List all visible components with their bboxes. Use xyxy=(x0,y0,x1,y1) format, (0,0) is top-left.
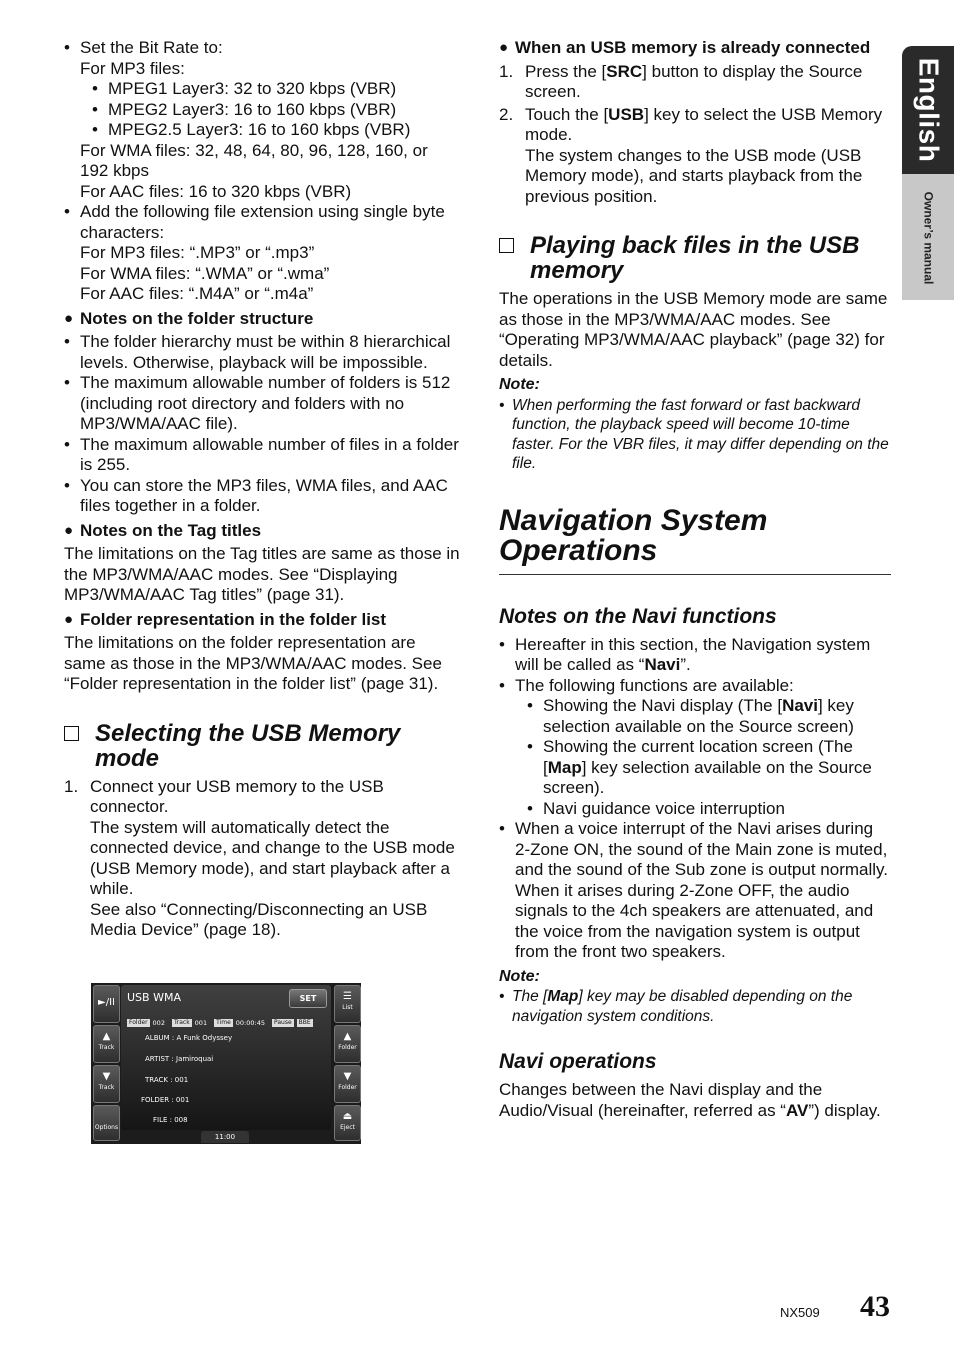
manual-label: Owner’s manual xyxy=(921,191,936,285)
set-button[interactable]: SET xyxy=(289,989,327,1008)
folder-structure-list xyxy=(64,332,460,517)
step-text: Connect your USB memory to the USB connector. xyxy=(90,776,384,816)
playing-back-heading: Playing back files in the USB memory xyxy=(499,233,891,283)
navigation-section-title: Navigation System Operations xyxy=(499,506,891,575)
playing-back-text: The operations in the USB Memory mode are same as those in the MP3/WMA/AAC modes. See “Operating MP3/WMA/AAC playback” (page 32) for details. xyxy=(499,289,888,370)
bullet-dot-icon: ● xyxy=(64,610,74,628)
time-tag: Time xyxy=(216,1019,231,1026)
functions-list xyxy=(525,696,891,819)
note-heading: Note: xyxy=(499,376,540,393)
note-list xyxy=(499,396,891,474)
already-connected-heading: ● When an USB memory is already connected xyxy=(499,38,871,57)
extension-item xyxy=(64,202,460,305)
list-item: • Showing the current location screen (The [Map] key selection available on the Source screen). xyxy=(525,737,891,799)
folder-tag: Folder xyxy=(129,1019,148,1026)
tag-titles-heading: ● Notes on the Tag titles xyxy=(64,520,262,540)
bitrate-wma: For WMA files: 32, 48, 64, 80, 96, 128, 160, or 192 kbps xyxy=(80,140,428,180)
checkbox-square-icon xyxy=(64,726,79,741)
step-item: 2. Touch the [USB] key to select the USB Memory mode. The system changes to the USB mode (USB Memory mode), and starts playback from the previous position. xyxy=(499,105,891,208)
extension-mp3: For MP3 files: “.MP3” or “.mp3” xyxy=(80,243,315,262)
eject-button[interactable]: ⏏ Eject xyxy=(334,1105,361,1141)
note-heading: Note: xyxy=(499,967,540,985)
page-number: 43 xyxy=(860,1290,890,1323)
format-list xyxy=(64,38,460,305)
time-value: 00:00:45 xyxy=(235,1018,265,1027)
bbe-badge: BBE xyxy=(298,1019,311,1026)
album-line: ALBUM : A Funk Odyssey xyxy=(145,1034,233,1042)
options-button[interactable]: Options xyxy=(93,1105,120,1141)
extension-intro: • Add the following file extension using single byte characters: xyxy=(80,202,445,242)
mp3-bitrate-list xyxy=(90,79,460,141)
step-detail: The system changes to the USB mode (USB Memory mode), and starts playback from the previous position. xyxy=(525,145,863,206)
eject-icon: ⏏ xyxy=(342,1111,353,1122)
selecting-usb-heading: Selecting the USB Memory mode xyxy=(64,721,460,771)
list-button[interactable]: ☰ List xyxy=(334,985,361,1023)
right-column xyxy=(499,38,891,1121)
step-item: 1. Press the [SRC] button to display the Source screen. xyxy=(499,62,891,103)
folder-number: 002 xyxy=(152,1018,165,1027)
step-see-also: See also “Connecting/Disconnecting an USB Media Device” (page 18). xyxy=(90,899,428,939)
list-item: • Showing the Navi display (The [Navi] key selection available on the Source screen) xyxy=(525,696,891,737)
step-text: Touch the [USB] key to select the USB Memory mode. xyxy=(525,104,883,144)
step-detail: The system will automatically detect the connected device, and change to the USB mode (USB Memory mode), and start playback after a while. xyxy=(90,817,455,898)
track-line: TRACK : 001 xyxy=(145,1076,189,1084)
bullet-dot-icon: ● xyxy=(499,39,509,56)
track-down-button[interactable]: ▼ Track xyxy=(93,1065,120,1103)
folder-structure-heading: ● Notes on the folder structure xyxy=(64,308,314,328)
track-up-button[interactable]: ▲ Track xyxy=(93,1025,120,1063)
list-item: • The folder hierarchy must be within 8 hierarchical levels. Otherwise, playback will be impossible. xyxy=(64,332,460,373)
folder-line: FOLDER : 001 xyxy=(141,1096,190,1104)
list-item: • When a voice interrupt of the Navi arises during 2-Zone ON, the sound of the Main zone is muted, and the sound of the Sub zone is output normally. When it arises during 2-Zone OFF, the audio signals to the 4ch speakers are attenuated, and the voice from the navigation system is output from the front two speakers. xyxy=(499,819,891,963)
list-item: • MPEG2 Layer3: 16 to 160 kbps (VBR) xyxy=(90,100,460,121)
language-label: English xyxy=(913,57,945,163)
bitrate-aac: For AAC files: 16 to 320 kbps (VBR) xyxy=(80,181,352,201)
arrow-down-icon: ▼ xyxy=(343,1071,352,1082)
selecting-steps xyxy=(64,777,460,941)
navi-operations-heading: Navi operations xyxy=(499,1050,657,1073)
notes-navi-list xyxy=(499,635,891,963)
list-item: • The maximum allowable number of folders is 512 (including root directory and folders with no MP3/WMA/AAC file). xyxy=(64,373,460,435)
step-text: Press the [SRC] button to display the Source screen. xyxy=(525,61,863,101)
left-column xyxy=(64,38,460,941)
folder-down-button[interactable]: ▼ Folder xyxy=(334,1065,361,1103)
clock: 11:00 xyxy=(201,1131,249,1143)
usb-wma-screenshot xyxy=(91,983,361,1144)
navi-operations-text: Changes between the Navi display and the Audio/Visual (hereinafter, referred as “AV”) display. xyxy=(499,1080,881,1120)
list-item: • You can store the MP3 files, WMA files, and AAC files together in a folder. xyxy=(64,476,460,517)
list-item: • Hereafter in this section, the Navigation system will be called as “Navi”. xyxy=(499,635,891,676)
bitrate-intro: • Set the Bit Rate to: xyxy=(80,38,223,57)
bullet-dot-icon: ● xyxy=(64,521,74,539)
tag-titles-text: The limitations on the Tag titles are same as those in the MP3/WMA/AAC modes. See “Displaying MP3/WMA/AAC Tag titles” (page 31). xyxy=(64,544,460,604)
file-line: FILE : 008 xyxy=(153,1116,188,1124)
list-item: • When performing the fast forward or fast backward function, the playback speed will become 10-time faster. For the VBR files, it may differ depending on the file. xyxy=(499,396,891,474)
list-item: • Navi guidance voice interruption xyxy=(525,799,891,820)
bullet-dot-icon: ● xyxy=(64,309,74,327)
already-connected-steps xyxy=(499,62,891,208)
arrow-down-icon: ▼ xyxy=(102,1071,111,1082)
list-icon: ☰ xyxy=(343,991,352,1002)
src-key: SRC xyxy=(606,61,643,81)
arrow-up-icon: ▲ xyxy=(343,1031,352,1042)
list-item: • MPEG2.5 Layer3: 16 to 160 kbps (VBR) xyxy=(90,120,460,141)
checkbox-square-icon xyxy=(499,238,514,253)
screen-main-panel xyxy=(121,985,331,1130)
play-pause-icon: ►/II xyxy=(98,997,115,1008)
screen-title: USB WMA xyxy=(127,991,181,1004)
folder-repr-heading: ● Folder representation in the folder list xyxy=(64,609,387,629)
usb-key: USB xyxy=(608,104,645,124)
notes-navi-heading: Notes on the Navi functions xyxy=(499,604,777,628)
extension-wma: For WMA files: “.WMA” or “.wma” xyxy=(80,263,330,283)
step-item: 1. Connect your USB memory to the USB connector. The system will automatically detect the connected device, and change to the USB mode (USB Memory mode), and start playback after a while. See also “Connecting/Disconnecting an USB Media Device” (page 18). xyxy=(64,777,460,941)
list-item: • The [Map] key may be disabled depending on the navigation system conditions. xyxy=(499,987,891,1026)
arrow-up-icon: ▲ xyxy=(102,1031,111,1042)
note-list xyxy=(499,987,891,1026)
list-item: • The following functions are available: • Showing the Navi display (The [Navi] key selection available on the Source screen) • Showing the current location screen (The [Map] key selection available on the Source screen). • Navi guidance voice interruption xyxy=(499,676,891,820)
list-item: • The maximum allowable number of files in a folder is 255. xyxy=(64,435,460,476)
play-pause-button[interactable] xyxy=(93,985,120,1023)
bitrate-mp3-label: For MP3 files: xyxy=(80,58,185,78)
pause-badge: Pause xyxy=(273,1019,292,1026)
language-tab-top xyxy=(902,46,954,174)
list-item: • MPEG1 Layer3: 32 to 320 kbps (VBR) xyxy=(90,79,460,100)
model-number: NX509 xyxy=(780,1305,820,1320)
track-number: 001 xyxy=(194,1018,208,1027)
folder-repr-text: The limitations on the folder representation are same as those in the MP3/WMA/AAC modes. See “Folder representation in the folder list” (page 31). xyxy=(64,633,442,693)
artist-line: ARTIST : Jamiroquai xyxy=(145,1055,214,1063)
folder-up-button[interactable]: ▲ Folder xyxy=(334,1025,361,1063)
status-row xyxy=(127,1018,313,1028)
track-tag: Track xyxy=(173,1019,190,1026)
extension-aac: For AAC files: “.M4A” or “.m4a” xyxy=(80,284,314,303)
bitrate-item xyxy=(64,38,460,202)
language-tab xyxy=(902,46,954,300)
